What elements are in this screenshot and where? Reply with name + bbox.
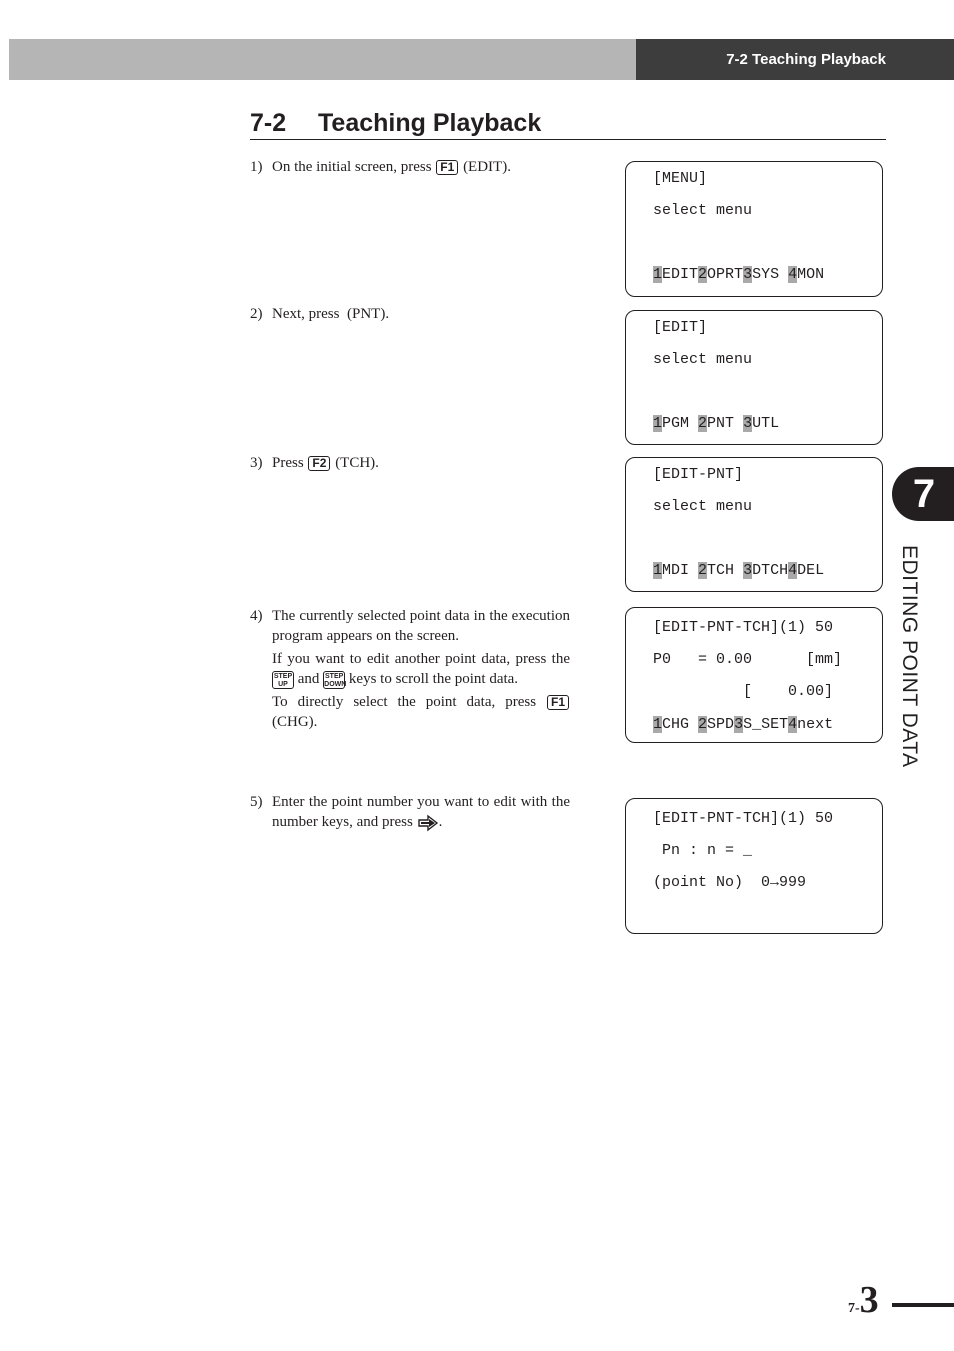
lcd-key-number: 4: [788, 716, 798, 733]
lcd-key-number: 1: [653, 562, 663, 579]
section-title: [250, 107, 886, 140]
lcd-screen-edit-pnt: [625, 457, 883, 592]
step-up-key-icon: STEP UP: [273, 672, 293, 688]
lcd-key-number: 4: [788, 266, 798, 283]
lcd-key-number: 3: [743, 415, 753, 432]
lcd-menu-label: EDIT: [662, 266, 699, 283]
lcd-line: [MENU]: [653, 170, 708, 187]
step-5: [250, 792, 570, 832]
step-text: To directly select the point data, press: [272, 694, 537, 710]
lcd-line: [EDIT]: [653, 319, 708, 336]
step-number: 3): [250, 455, 263, 471]
lcd-key-number: 3: [743, 562, 753, 579]
header-band: [9, 39, 636, 80]
lcd-key-number: 1: [653, 415, 663, 432]
lcd-line: [EDIT-PNT-TCH](1) 50: [653, 619, 834, 636]
lcd-menu-label: UTL: [752, 415, 780, 432]
lcd-screen-edit-pnt-tch: [625, 607, 883, 743]
step-text: If you want to edit another point data, press the: [272, 651, 570, 667]
lcd-menu-label: next: [797, 716, 834, 733]
step-number: 2): [250, 306, 263, 322]
step-number: 1): [250, 159, 263, 175]
step-number: 4): [250, 608, 263, 624]
lcd-line: P0 = 0.00 [mm]: [653, 651, 843, 668]
lcd-key-number: 2: [698, 266, 708, 283]
step-text: keys to scroll the point data.: [348, 671, 519, 687]
lcd-menu-label: PNT: [707, 415, 744, 432]
running-title: 7-2 Teaching Playback: [636, 39, 954, 80]
lcd-screen-point-number: [625, 798, 883, 934]
lcd-menu-label: SPD: [707, 716, 735, 733]
page-number-main: 3: [859, 1279, 879, 1321]
lcd-key-number: 2: [698, 562, 708, 579]
lcd-menu-label: MON: [797, 266, 825, 283]
lcd-key-number: 1: [653, 716, 663, 733]
lcd-line: select menu: [653, 202, 753, 219]
section-number: 7-2: [250, 109, 287, 137]
page-number: [848, 1278, 879, 1322]
enter-arrow-key-icon: [417, 814, 439, 832]
step-text: Press: [272, 455, 304, 471]
lcd-menu-label: DTCH: [752, 562, 789, 579]
step-3: [250, 453, 570, 473]
step-1: [250, 157, 570, 177]
step-paragraph: The currently selected point data in the execution program appears on the screen.: [272, 608, 570, 644]
lcd-line: select menu: [653, 351, 753, 368]
chapter-number: 7: [912, 472, 936, 516]
lcd-line: Pn : n = _: [653, 842, 753, 859]
lcd-menu-label: OPRT: [707, 266, 744, 283]
step-number: 5): [250, 794, 263, 810]
lcd-key-number: 3: [743, 266, 753, 283]
step-text: and: [297, 671, 320, 687]
lcd-menu-row: [653, 716, 833, 733]
lcd-menu-row: [653, 562, 824, 579]
lcd-menu-label: MDI: [662, 562, 699, 579]
lcd-screen-menu: [625, 161, 883, 297]
lcd-line: (point No) 0→999: [653, 874, 807, 891]
lcd-menu-row: [653, 266, 824, 283]
lcd-menu-label: PGM: [662, 415, 699, 432]
lcd-menu-label: SYS: [752, 266, 789, 283]
lcd-key-number: 2: [698, 716, 708, 733]
step-paragraph: [272, 649, 570, 689]
lcd-menu-label: DEL: [797, 562, 825, 579]
lcd-line: select menu: [653, 498, 753, 515]
step-text: (CHG).: [272, 714, 318, 730]
lcd-key-number: 4: [788, 562, 798, 579]
f2-key-icon: F2: [308, 456, 330, 471]
step-text: .: [438, 814, 443, 830]
page-prefix: 7-: [848, 1301, 860, 1316]
lcd-menu-label: TCH: [707, 562, 744, 579]
lcd-screen-edit: [625, 310, 883, 445]
lcd-key-number: 1: [653, 266, 663, 283]
section-title-text: Teaching Playback: [318, 109, 542, 137]
lcd-key-number: 3: [734, 716, 744, 733]
step-paragraph: [272, 692, 570, 732]
step-4: [250, 606, 570, 735]
page-number-rule: [892, 1303, 954, 1307]
step-text: On the initial screen, press: [272, 159, 432, 175]
step-down-key-icon: STEP DOWN: [324, 672, 347, 688]
lcd-line: [EDIT-PNT-TCH](1) 50: [653, 810, 834, 827]
step-text: (TCH).: [335, 455, 379, 471]
lcd-menu-label: S_SET: [743, 716, 789, 733]
step-text: (EDIT).: [463, 159, 511, 175]
f1-key-icon: F1: [436, 160, 458, 175]
f1-key-icon: F1: [547, 695, 569, 710]
lcd-line: [ 0.00]: [653, 683, 834, 700]
lcd-menu-label: CHG: [662, 716, 699, 733]
lcd-line: [EDIT-PNT]: [653, 466, 744, 483]
chapter-title: EDITING POINT DATA: [898, 545, 921, 768]
step-text: Next, press (PNT).: [272, 306, 390, 322]
lcd-key-number: 2: [698, 415, 708, 432]
lcd-menu-row: [653, 415, 779, 432]
step-text: Enter the point number you want to edit with the number keys, and press: [272, 794, 570, 830]
step-2: [250, 304, 570, 324]
